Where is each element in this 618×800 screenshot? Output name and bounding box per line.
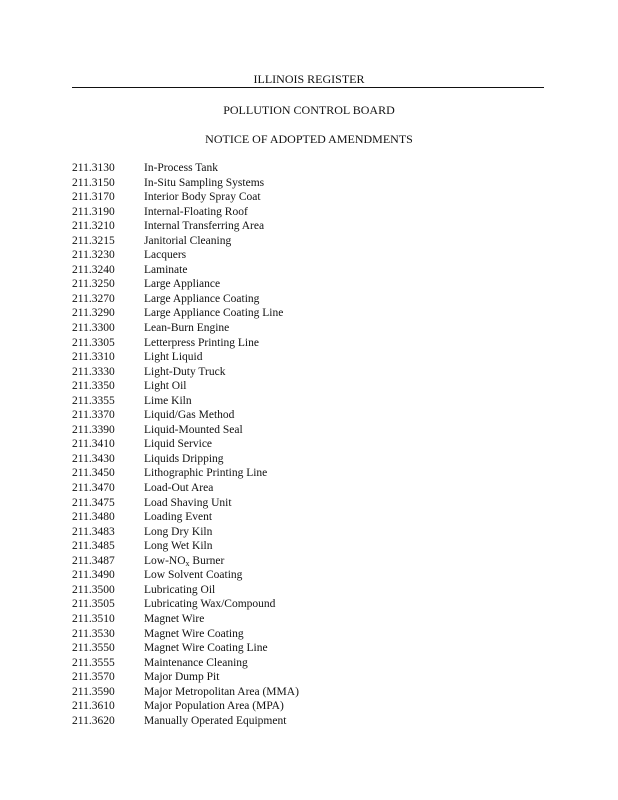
section-number: 211.3610 bbox=[72, 700, 115, 713]
section-number: 211.3550 bbox=[72, 642, 115, 655]
section-number: 211.3270 bbox=[72, 292, 115, 305]
section-row bbox=[72, 627, 299, 642]
section-number: 211.3330 bbox=[72, 365, 115, 378]
section-row bbox=[72, 423, 299, 438]
section-row bbox=[72, 583, 299, 598]
section-term bbox=[144, 263, 187, 278]
section-term bbox=[144, 321, 229, 336]
section-number: 211.3310 bbox=[72, 351, 115, 364]
section-number: 211.3300 bbox=[72, 322, 115, 335]
section-number: 211.3590 bbox=[72, 685, 115, 698]
section-row bbox=[72, 161, 299, 176]
section-row bbox=[72, 277, 299, 292]
section-term-text: Loading Event bbox=[144, 511, 213, 524]
section-row bbox=[72, 263, 299, 278]
section-row bbox=[72, 336, 299, 351]
section-number: 211.3215 bbox=[72, 234, 115, 247]
section-term bbox=[144, 627, 244, 642]
section-term bbox=[144, 466, 267, 481]
section-term-text: In-Process Tank bbox=[144, 162, 219, 174]
section-number: 211.3170 bbox=[72, 191, 115, 204]
section-term bbox=[144, 539, 213, 554]
section-row bbox=[72, 466, 299, 481]
section-term-text: Low-NO bbox=[144, 554, 186, 567]
section-term bbox=[144, 423, 243, 438]
section-term bbox=[144, 612, 204, 627]
section-number: 211.3410 bbox=[72, 438, 115, 451]
section-number: 211.3487 bbox=[72, 554, 115, 567]
section-row bbox=[72, 394, 299, 409]
board-name: POLLUTION CONTROL BOARD bbox=[223, 103, 395, 117]
section-row bbox=[72, 670, 299, 685]
section-term bbox=[144, 554, 224, 569]
section-term bbox=[144, 161, 218, 176]
section-term bbox=[144, 437, 212, 452]
section-number: 211.3555 bbox=[72, 656, 115, 669]
section-number: 211.3350 bbox=[72, 380, 115, 393]
section-row bbox=[72, 554, 299, 569]
section-term-text: Liquid/Gas Method bbox=[144, 409, 235, 422]
section-row bbox=[72, 350, 299, 365]
section-term-text: Load-Out Area bbox=[144, 482, 214, 495]
section-term bbox=[144, 583, 215, 598]
section-term bbox=[144, 292, 259, 307]
header-rule bbox=[72, 87, 544, 88]
section-term bbox=[144, 176, 264, 191]
section-row bbox=[72, 685, 299, 700]
section-term-text: Magnet Wire Coating bbox=[144, 627, 244, 640]
section-row bbox=[72, 597, 299, 612]
section-number: 211.3250 bbox=[72, 278, 115, 291]
section-number: 211.3190 bbox=[72, 205, 115, 218]
section-number: 211.3450 bbox=[72, 467, 115, 480]
section-term bbox=[144, 641, 268, 656]
section-term-text: Long Wet Kiln bbox=[144, 540, 213, 553]
section-term-text: Large Appliance Coating bbox=[144, 292, 260, 305]
section-row bbox=[72, 379, 299, 394]
section-term bbox=[144, 234, 231, 249]
section-term-text: Liquids Dripping bbox=[144, 452, 224, 465]
section-term-text: Light Oil bbox=[144, 380, 187, 393]
section-number: 211.3370 bbox=[72, 409, 115, 422]
section-term-text: Long Dry Kiln bbox=[144, 525, 213, 538]
section-number: 211.3490 bbox=[72, 569, 115, 582]
section-number: 211.3470 bbox=[72, 482, 115, 495]
section-term-text: Laminate bbox=[144, 263, 188, 276]
section-term bbox=[144, 277, 220, 292]
section-row bbox=[72, 219, 299, 234]
section-term bbox=[144, 699, 284, 714]
section-number: 211.3480 bbox=[72, 511, 115, 524]
section-term bbox=[144, 219, 264, 234]
section-term bbox=[144, 190, 261, 205]
section-term bbox=[144, 656, 248, 671]
section-row bbox=[72, 408, 299, 423]
section-number: 211.3483 bbox=[72, 525, 115, 538]
section-term bbox=[144, 496, 232, 511]
section-term-text: Liquid-Mounted Seal bbox=[144, 423, 243, 436]
section-term bbox=[144, 597, 275, 612]
section-term bbox=[144, 714, 286, 729]
section-row bbox=[72, 190, 299, 205]
section-term-text: Light-Duty Truck bbox=[144, 365, 226, 378]
section-term-text: Magnet Wire Coating Line bbox=[144, 642, 268, 655]
section-term-text: Manually Operated Equipment bbox=[144, 714, 287, 727]
section-term-text: Major Dump Pit bbox=[144, 671, 220, 684]
section-term bbox=[144, 306, 283, 321]
section-term bbox=[144, 685, 299, 700]
section-term bbox=[144, 408, 234, 423]
section-row bbox=[72, 365, 299, 380]
section-term bbox=[144, 365, 225, 380]
section-row bbox=[72, 699, 299, 714]
section-term-text: Lime Kiln bbox=[144, 394, 192, 407]
section-term bbox=[144, 394, 192, 409]
section-row bbox=[72, 321, 299, 336]
register-header: ILLINOIS REGISTER bbox=[253, 72, 365, 86]
section-number: 211.3485 bbox=[72, 540, 115, 553]
section-term-text: Major Population Area (MPA) bbox=[144, 700, 284, 713]
section-row bbox=[72, 306, 299, 321]
section-row bbox=[72, 437, 299, 452]
section-row bbox=[72, 612, 299, 627]
section-term-suffix: Burner bbox=[189, 554, 225, 567]
section-term-text: Lacquers bbox=[144, 249, 187, 262]
section-number: 211.3305 bbox=[72, 336, 115, 349]
section-term bbox=[144, 670, 219, 685]
section-term bbox=[144, 525, 212, 540]
section-number: 211.3475 bbox=[72, 496, 115, 509]
section-row bbox=[72, 510, 299, 525]
section-row bbox=[72, 481, 299, 496]
section-term-text: Interior Body Spray Coat bbox=[144, 191, 261, 204]
section-term-text: Lubricating Oil bbox=[144, 583, 216, 596]
section-row bbox=[72, 496, 299, 511]
section-number: 211.3510 bbox=[72, 612, 115, 625]
section-term-text: Large Appliance bbox=[144, 278, 221, 291]
section-term bbox=[144, 205, 248, 220]
section-row bbox=[72, 641, 299, 656]
section-row bbox=[72, 234, 299, 249]
section-row bbox=[72, 714, 299, 729]
section-term bbox=[144, 350, 202, 365]
section-term bbox=[144, 568, 242, 583]
section-term bbox=[144, 481, 213, 496]
section-term bbox=[144, 336, 259, 351]
section-term bbox=[144, 510, 212, 525]
section-number: 211.3290 bbox=[72, 307, 115, 320]
section-row bbox=[72, 568, 299, 583]
section-number: 211.3500 bbox=[72, 583, 115, 596]
section-term-text: In-Situ Sampling Systems bbox=[144, 176, 265, 189]
section-number: 211.3150 bbox=[72, 176, 115, 189]
section-number: 211.3430 bbox=[72, 452, 115, 465]
section-number: 211.3505 bbox=[72, 598, 115, 611]
section-number: 211.3240 bbox=[72, 263, 115, 276]
section-term-text: Magnet Wire bbox=[144, 612, 205, 625]
section-term-text: Load Shaving Unit bbox=[144, 496, 232, 509]
section-term-text: Low Solvent Coating bbox=[144, 569, 243, 582]
section-term bbox=[144, 452, 224, 467]
section-list bbox=[72, 161, 299, 728]
notice-title: NOTICE OF ADOPTED AMENDMENTS bbox=[205, 132, 413, 146]
section-term-text: Maintenance Cleaning bbox=[144, 656, 248, 669]
section-term-text: Janitorial Cleaning bbox=[144, 234, 232, 247]
section-term bbox=[144, 379, 187, 394]
section-number: 211.3530 bbox=[72, 627, 115, 640]
section-number: 211.3130 bbox=[72, 162, 115, 174]
section-term-text: Major Metropolitan Area (MMA) bbox=[144, 685, 299, 698]
section-number: 211.3230 bbox=[72, 249, 115, 262]
section-row bbox=[72, 248, 299, 263]
section-number: 211.3355 bbox=[72, 394, 115, 407]
section-term-text: Lubricating Wax/Compound bbox=[144, 598, 276, 611]
section-number: 211.3570 bbox=[72, 671, 115, 684]
section-number: 211.3620 bbox=[72, 714, 115, 727]
section-term-text: Letterpress Printing Line bbox=[144, 336, 259, 349]
section-term-text: Lithographic Printing Line bbox=[144, 467, 268, 480]
section-term-text: Internal-Floating Roof bbox=[144, 205, 248, 218]
section-term bbox=[144, 248, 186, 263]
section-term-text: Liquid Service bbox=[144, 438, 213, 451]
section-term-text: Internal Transferring Area bbox=[144, 220, 265, 233]
section-term-subscript: x bbox=[185, 558, 190, 568]
section-row bbox=[72, 205, 299, 220]
section-row bbox=[72, 525, 299, 540]
section-row bbox=[72, 292, 299, 307]
section-term-text: Lean-Burn Engine bbox=[144, 322, 230, 335]
section-row bbox=[72, 452, 299, 467]
section-row bbox=[72, 656, 299, 671]
section-number: 211.3390 bbox=[72, 423, 115, 436]
section-row bbox=[72, 176, 299, 191]
section-term-text: Large Appliance Coating Line bbox=[144, 307, 284, 320]
section-term-text: Light Liquid bbox=[144, 351, 203, 364]
section-row bbox=[72, 539, 299, 554]
section-number: 211.3210 bbox=[72, 220, 115, 233]
